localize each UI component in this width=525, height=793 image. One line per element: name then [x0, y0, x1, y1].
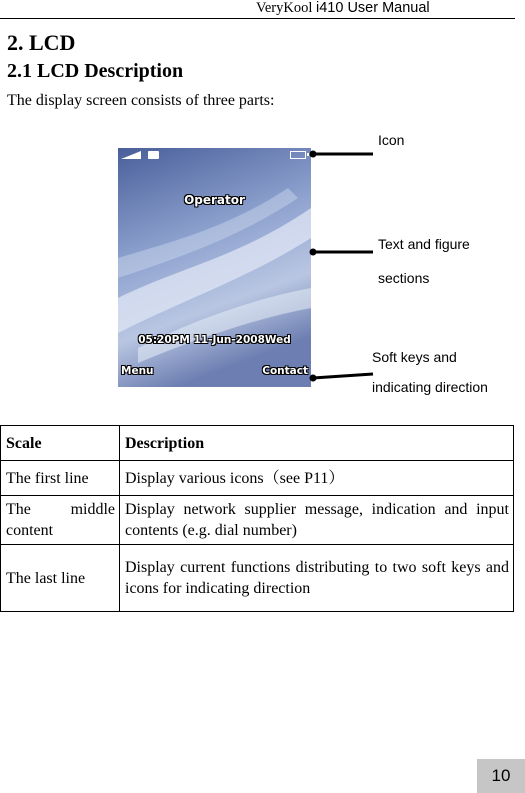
left-softkey[interactable]: Menu [121, 365, 154, 377]
table-cell-scale: The last line [1, 545, 120, 612]
page-header [0, 0, 515, 19]
callout-icon-label: Icon [378, 132, 405, 148]
table-cell-description: Display current functions distributing to two soft keys and icons for indicating direction [120, 545, 514, 612]
lcd-description-table [0, 425, 514, 612]
callout-softkeys-label [372, 342, 522, 402]
callout-line-soft [313, 374, 373, 378]
callout-dot-soft [310, 375, 317, 382]
callout-soft-line1: Soft keys and [372, 349, 457, 365]
table-cell-scale: The middle content [1, 496, 120, 545]
callout-dot-icon [310, 151, 317, 158]
header-brand: VeryKool [256, 0, 313, 16]
datetime-line: 05:20PM 11-Jun-2008Wed [138, 334, 291, 346]
subsection-title: 2.1 LCD Description [7, 60, 184, 82]
header-model: i410 User Manual [316, 0, 430, 16]
table-cell-scale: The first line [1, 461, 120, 496]
table-header-description: Description [120, 426, 514, 461]
section-title: 2. LCD [7, 30, 76, 55]
page-number: 10 [477, 759, 525, 793]
right-softkey[interactable]: Contact [262, 365, 308, 377]
table-header-scale: Scale [1, 426, 120, 461]
callout-text-line1: Text and figure [378, 236, 470, 252]
callout-text-label [378, 227, 518, 295]
callout-soft-line2: indicating direction [372, 379, 488, 395]
lcd-figure [0, 125, 525, 400]
callout-text-line2: sections [378, 270, 430, 286]
table-row [1, 545, 514, 612]
intro-paragraph: The display screen consists of three parts: [7, 92, 275, 109]
callout-dot-text [310, 249, 317, 256]
table-row [1, 461, 514, 496]
header-title [256, 0, 430, 17]
table-cell-description: Display network supplier message, indication and input contents (e.g. dial number) [120, 496, 514, 545]
operator-name: Operator [184, 193, 245, 207]
table-header-row [1, 426, 514, 461]
table-row [1, 496, 514, 545]
table-cell-description: Display various icons（see P11） [120, 461, 514, 496]
